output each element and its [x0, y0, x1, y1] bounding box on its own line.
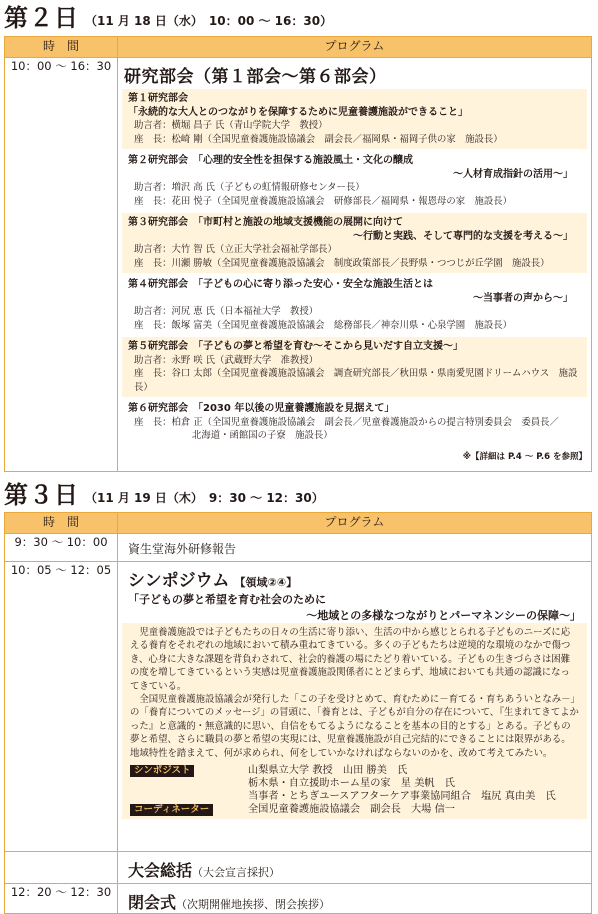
- day2-header: [4, 2, 332, 32]
- day2-table: [4, 36, 592, 472]
- session-theme: 「2030 年以後の児童養護施設を見据えて」: [198, 403, 395, 414]
- symposium-theme: 「子どもの夢と希望を育む社会のために: [128, 593, 326, 606]
- panelist: 栃木県・自立援助ホーム星の家 星 美帆 氏: [248, 778, 455, 790]
- session-advisor: 助言者：増沢 高 氏（子どもの虹情報研修センター長）: [134, 182, 365, 193]
- session-2: [122, 151, 587, 211]
- session-name: 第３研究部会: [128, 217, 188, 228]
- session-name: 第５研究部会: [128, 341, 188, 352]
- session-chair: 座 長：谷口 太郎（全国児童養護施設協議会 調査研究部長／秋田県・県南愛児園ドリームハウス 施設長）: [134, 368, 578, 393]
- session-theme-cont: ～行動と実践、そして専門的な支援を考える～」: [353, 230, 573, 242]
- day3-title: 第３日: [4, 481, 79, 509]
- symposist-tag: シンポジスト: [130, 765, 194, 777]
- session-chair: 座 長：川瀬 勝敏（全国児童養護施設協議会 制度政策部長／長野県・つつじが丘学園 施設長）: [134, 257, 550, 269]
- symposium: [118, 562, 592, 852]
- panelist: 当事者・とちぎユースアフターケア事業協同組合 塩尻 真由美 氏: [248, 791, 556, 803]
- session-name: 第４研究部会: [128, 279, 188, 290]
- row-time-empty: [5, 852, 118, 884]
- day2-program: [118, 58, 592, 472]
- session-theme: 「子どもの夢と希望を育む～そこから見いだす自立支援～」: [198, 341, 463, 352]
- coordinator: 全国児童養護施設協議会 副会長 大場 信一: [248, 804, 455, 816]
- panelist: 山梨県立大学 教授 山田 勝美 氏: [248, 765, 408, 777]
- session-theme: 「市町村と施設の地域支援機能の展開に向けて: [198, 217, 403, 228]
- session-advisor: 助言者：永野 咲 氏（武蔵野大学 准教授）: [134, 354, 319, 366]
- summary-sub: （大会宣言採択）: [192, 866, 281, 879]
- session-theme: 「心理的安全性を担保する施設風土・文化の醸成: [198, 155, 413, 166]
- coordinator-tag: コーディネーター: [130, 804, 213, 816]
- session-theme: 「子どもの心に寄り添った安心・安全な施設生活とは: [198, 279, 433, 290]
- closing-sub: （次期開催地挨拶、閉会挨拶）: [176, 898, 331, 911]
- session-theme-cont: ～人材育成指針の活用～」: [453, 168, 573, 180]
- session-advisor: 助言者：河尻 恵 氏（日本福祉大学 教授）: [134, 306, 319, 317]
- day2-col-program: プログラム: [118, 37, 592, 58]
- session-chair: 座 長：花田 悦子（全国児童養護施設協議会 研修部長／福岡県・報恩母の家 施設長）: [134, 195, 512, 207]
- symposium-area: 【領域②④】: [234, 576, 298, 589]
- day2-date: （11 月 18 日（水） 10：00 ～ 16：30）: [85, 14, 333, 28]
- day2-time: 10：00 ～ 16：30: [5, 58, 118, 472]
- symposium-title: シンポジウム: [128, 571, 230, 591]
- session-name: 第２研究部会: [128, 155, 188, 166]
- session-advisor: 助言者：大竹 智 氏（立正大学社会福祉学部長）: [134, 244, 337, 255]
- session-theme: 「永続的な大人とのつながりを保障するために児童養護施設ができること」: [128, 106, 468, 118]
- day2-heading: 研究部会（第１部会～第６部会）: [124, 67, 387, 87]
- paragraph: 児童養護施設では子どもたちの日々の生活に寄り添い、生活の中から感じとられる子どものニーズに応える養育をそれぞれの地域において積み重ねてきている。多くの子どもたちは逆境的な環境のなかで傷つき、心身に大きな課題を背負わされて、社会的養護の場にたどり着いている。子どもの生きづらさは困難の度を増してきているという実感は児童養護施設関係者にとどまらず、地域においても共通の認識になってきている。: [130, 627, 571, 692]
- summary-row: [118, 852, 591, 881]
- day2-title: 第２日: [4, 4, 79, 32]
- day3-date: （11 月 19 日（木） 9：30 ～ 12：30）: [85, 491, 324, 505]
- session-4: [122, 275, 587, 335]
- session-name: 第６研究部会: [128, 403, 188, 414]
- session-3: [122, 213, 587, 273]
- day3-header: [4, 479, 324, 509]
- closing-row: [118, 884, 591, 913]
- session-chair: 座 長：柏倉 正（全国児童養護施設協議会 副会長／児童養護施設からの提言特別委員会 委員長／: [134, 416, 559, 428]
- panel-list: [130, 764, 579, 816]
- symposium-theme-cont: ～地域との多様なつながりとパーマネンシーの保障～」: [306, 609, 581, 622]
- session-chair: 座 長：飯塚 富美（全国児童養護施設協議会 総務部長／神奈川県・心泉学園 施設長）: [134, 319, 512, 331]
- closing-time: 12：20 ～ 12：30: [5, 884, 118, 914]
- day2-col-time: 時 間: [5, 37, 118, 58]
- session-1: [122, 89, 587, 149]
- session-theme-cont: ～当事者の声から～」: [473, 292, 573, 304]
- row-program: 資生堂海外研修報告: [128, 542, 237, 556]
- session-chair-cont: 北海道・函館国の子寮 施設長）: [192, 430, 333, 441]
- session-name: 第１研究部会: [128, 93, 188, 104]
- paragraph: 全国児童養護施設協議会が発行した「この子を受けとめて、育むために－育てる・育ちあういとなみ－」の「養育についてのメッセージ」の冒頭に、「養育とは、子どもが自分の存在について、『生まれてきてよかった』と意識的・無意識的に思い、自信をもてるようになることを基本の目的とする」とある。子どもの夢と希望、さらに職員の夢と希望の実現には、児童養護施設が自己完結的にできることには限界がある。地域特性を踏まえて、何が求められ、何をしていかなければならないのかを、改めて考えてみたい。: [130, 694, 579, 759]
- session-chair: 座 長：松崎 剛（全国児童養護施設協議会 副会長／福岡県・福岡子供の家 施設長）: [134, 133, 503, 145]
- session-5: [122, 337, 587, 397]
- day3-table: [4, 512, 592, 914]
- symposium-time: 10：05 ～ 12：05: [5, 562, 118, 852]
- session-6: [122, 399, 587, 446]
- row-time: 9：30 ～ 10：00: [5, 534, 118, 562]
- day3-col-program: プログラム: [118, 513, 592, 534]
- symposium-description: [122, 623, 587, 819]
- day3-col-time: 時 間: [5, 513, 118, 534]
- closing-title: 閉会式: [128, 893, 177, 912]
- summary-title: 大会総括: [128, 861, 193, 880]
- session-advisor: 助言者：横堀 昌子 氏（青山学院大学 教授）: [134, 120, 328, 131]
- detail-note: ※【詳細は P.4 ～ P.6 を参照】: [462, 451, 587, 462]
